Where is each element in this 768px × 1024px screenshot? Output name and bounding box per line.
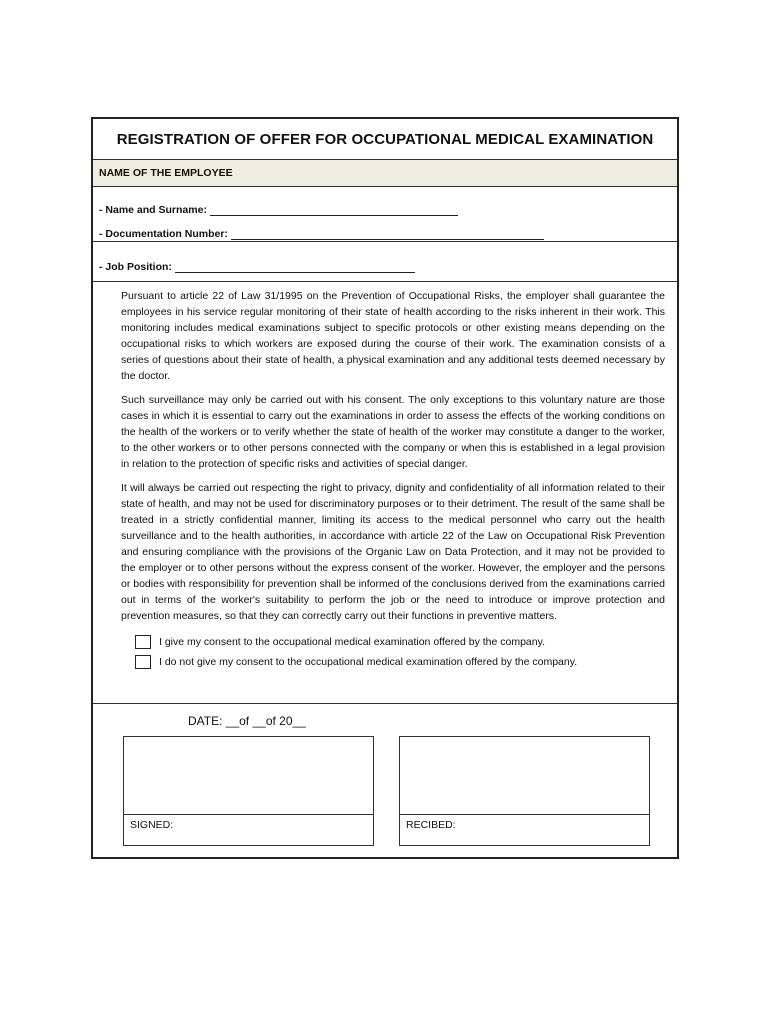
documentation-line[interactable] [231, 225, 544, 240]
signature-section [93, 704, 677, 856]
received-label: RECIBED: [406, 819, 456, 831]
form-title: REGISTRATION OF OFFER FOR OCCUPATIONAL MEDICAL EXAMINATION [93, 119, 677, 160]
paragraph-2: Such surveillance may only be carried out with his consent. The only exceptions to this voluntary nature are those cases in which it is essential to carry out the examinations in order to assess the effects of the working conditions on the health of the workers or to verify whether the state of health of the worker may constitute a danger to the worker, to the other workers or to other persons connected with the company or when this is established in a legal provision in relation to the protection of specific risks and activities of special danger. [121, 394, 665, 470]
name-field[interactable] [93, 196, 677, 216]
job-row [93, 242, 677, 282]
consent-option-not-give[interactable] [135, 652, 665, 672]
received-box[interactable] [399, 736, 650, 846]
documentation-label: - Documentation Number: [99, 228, 228, 240]
job-field[interactable] [93, 253, 677, 273]
date-line: DATE: __of __of 20__ [188, 714, 306, 728]
signed-box[interactable] [123, 736, 374, 846]
paragraph-1: Pursuant to article 22 of Law 31/1995 on the Prevention of Occupational Risks, the employer shall guarantee the employees in his service regular monitoring of their state of health according to the risks inherent in their work. This monitoring includes medical examinations subject to specific protocols or other existing means depending on the occupational risks to which workers are exposed during the course of their work. The examination consists of a series of questions about their state of health, a physical examination and any additional tests deemed necessary by the doctor. [121, 290, 665, 382]
name-line[interactable] [210, 201, 458, 216]
job-label: - Job Position: [99, 261, 172, 273]
employee-section-heading: NAME OF THE EMPLOYEE [93, 160, 677, 187]
examination-form [91, 117, 679, 859]
received-area[interactable] [400, 737, 649, 815]
not-give-consent-label: I do not give my consent to the occupational medical examination offered by the company. [159, 656, 578, 668]
paragraph-3: It will always be carried out respecting the right to privacy, dignity and confidentiality of all information related to their state of health, and may not be used for discriminatory purposes or to their detriment. The result of the same shall be treated in a strictly confidential manner, limiting its access to the medical personnel who carry out the health surveillance and to the health authorities, in accordance with article 22 of the Law on Occupational Risk Prevention and ensuring compliance with the provisions of the Organic Law on Data Protection, and it may not be provided to the employer or to other persons without the express consent of the worker. However, the employer and the persons or bodies with responsibility for prevention shall be informed of the conclusions derived from the examinations carried out in terms of the worker's suitability to perform the job or the need to introduce or improve protection and prevention measures, so that they can correctly carry out their functions in preventive matters. [121, 482, 665, 622]
name-label: - Name and Surname: [99, 204, 207, 216]
job-line[interactable] [175, 258, 415, 273]
signed-area[interactable] [124, 737, 373, 815]
not-give-consent-checkbox[interactable] [135, 655, 151, 669]
employee-fields [93, 187, 677, 242]
give-consent-checkbox[interactable] [135, 635, 151, 649]
documentation-field[interactable] [93, 220, 677, 240]
give-consent-label: I give my consent to the occupational medical examination offered by the company. [159, 636, 545, 648]
signed-label: SIGNED: [130, 819, 174, 831]
consent-option-give[interactable] [135, 632, 665, 652]
legal-text [93, 282, 677, 704]
